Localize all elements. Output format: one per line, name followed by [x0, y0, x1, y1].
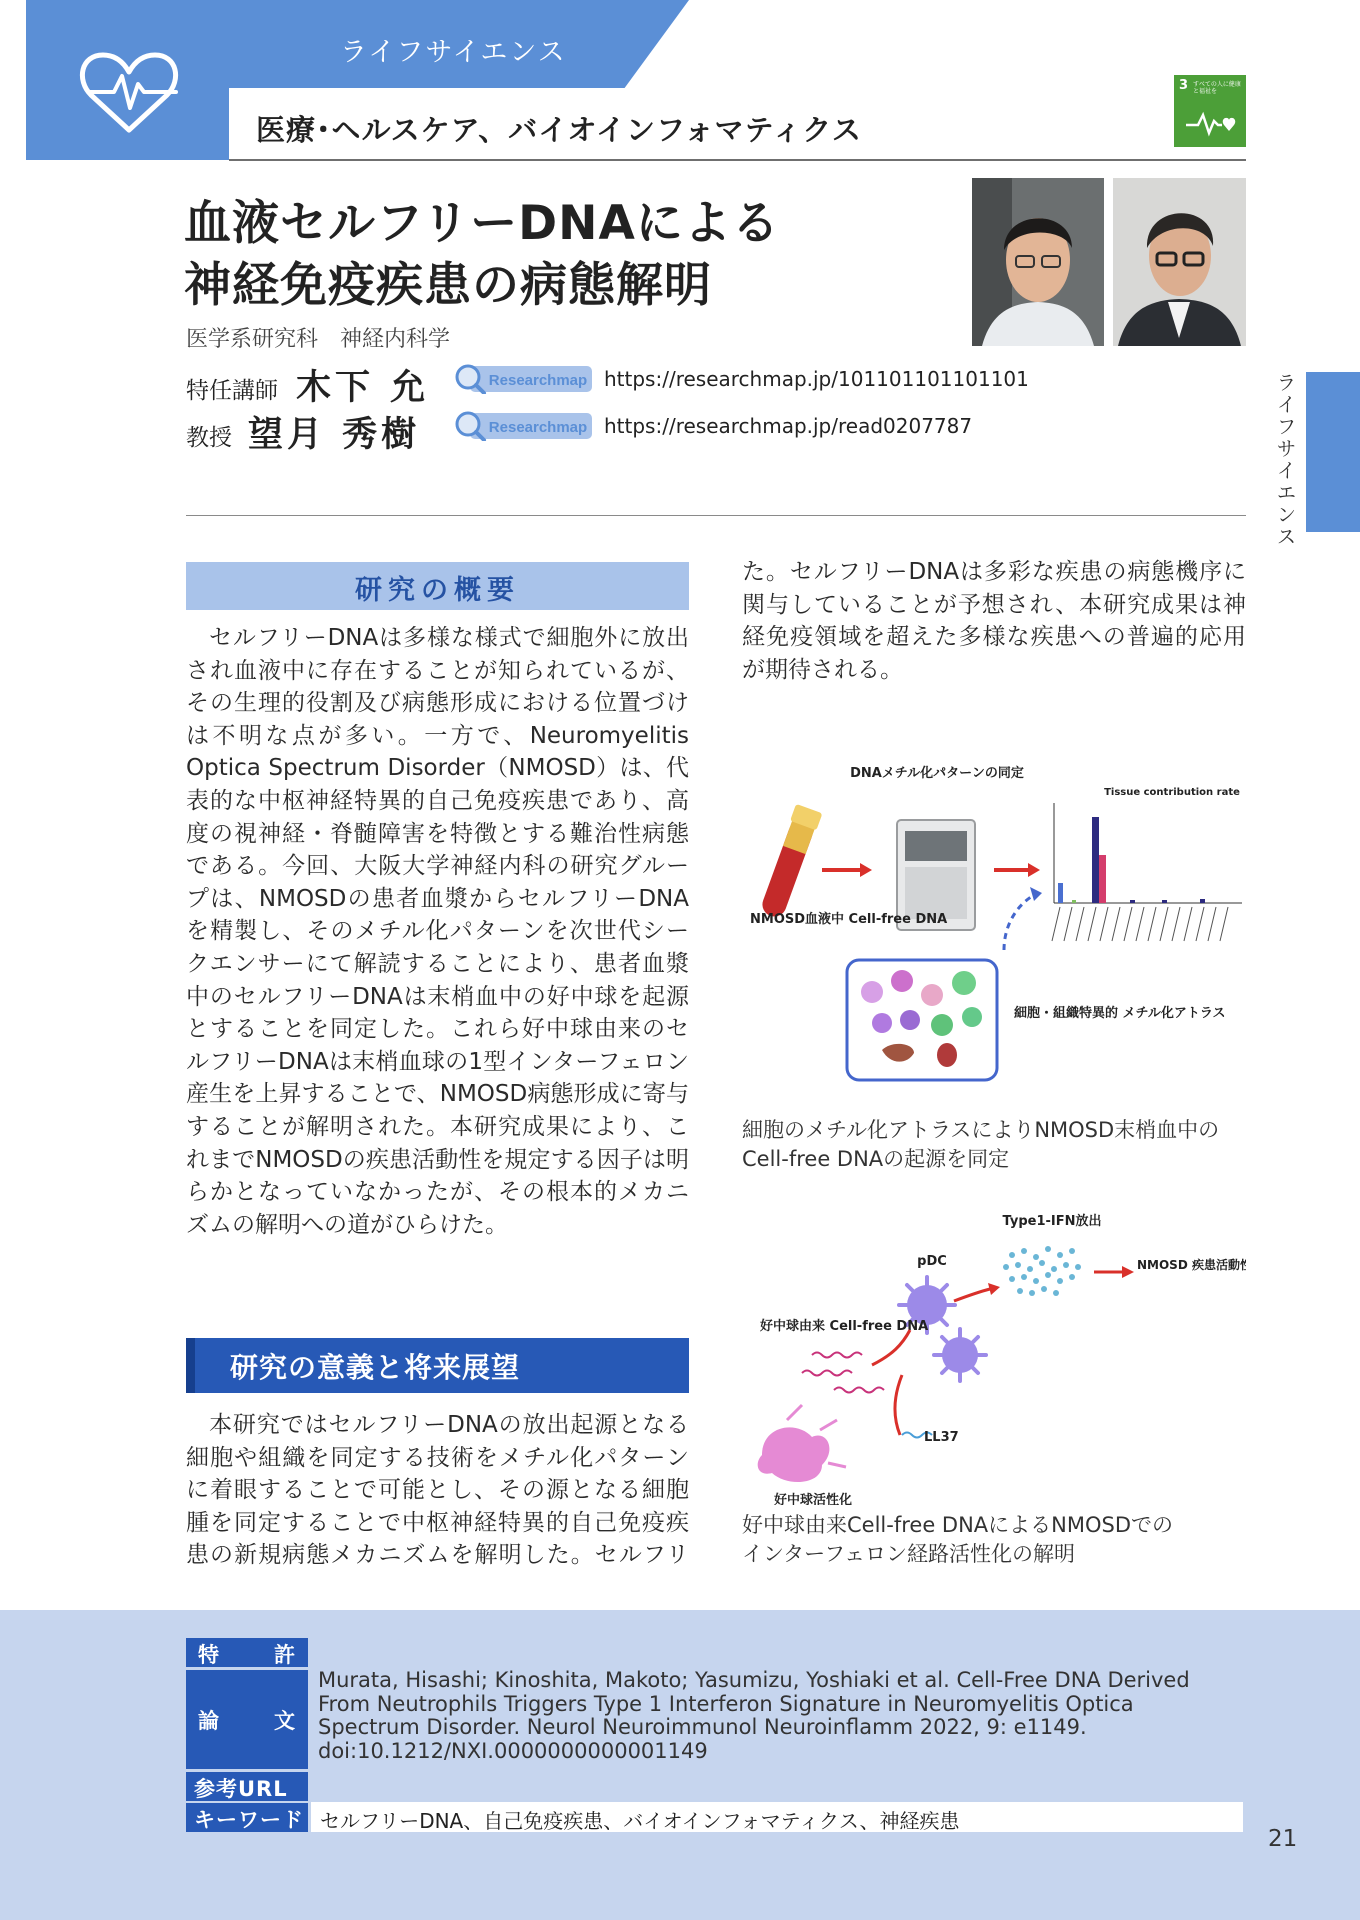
keywords: セルフリーDNA、自己免疫疾患、バイオインフォマティクス、神経疾患	[320, 1809, 960, 1833]
researchmap-badge	[452, 362, 594, 394]
label-patent	[186, 1638, 308, 1667]
author-role: 特任講師	[186, 378, 278, 404]
researchmap-link[interactable]	[452, 409, 594, 441]
author-name: 木下 允	[296, 368, 430, 408]
label-reference-url-text: 参考URL	[194, 1777, 288, 1801]
article-title-line2: 神経免疫疾患の病態解明	[184, 258, 712, 313]
label-paper	[186, 1670, 308, 1769]
section-title-overview: 研究の概要	[355, 575, 520, 606]
figure-2-neutrophil-label: 好中球活性化	[774, 1493, 853, 1505]
figure-1-chart-title: Tissue contribution rate	[1104, 787, 1240, 798]
figure-1-left-label: NMOSD血液中 Cell-free DNA	[750, 912, 948, 927]
section-header-stripe	[186, 1338, 195, 1393]
health-pulse-icon	[1184, 107, 1238, 137]
figure-2-caption-line2: インターフェロン経路活性化の解明	[742, 1542, 1076, 1566]
label-keywords	[186, 1803, 308, 1832]
researchmap-badge	[452, 409, 594, 441]
heart-pulse-icon	[26, 0, 229, 160]
paper-citation: Murata, Hisashi; Kinoshita, Makoto; Yasumizu, Yoshiaki et al. Cell-Free DNA Derived From Neutrophils Triggers Type 1 Interferon Signature in Neuromyelitis Optica Spectrum Disorder. Neurol Neuroimmunol Neuroinflamm 2022, 9: e1149. doi:10.1212/NXI.0000000000001149	[318, 1668, 1190, 1763]
author-photo	[1113, 178, 1246, 346]
significance-continuation: た。セルフリーDNAは多彩な疾患の病態機序に関与していることが予想され、本研究成果は神経免疫領域を超えた多様な疾患への普遍的応用が期待される。	[742, 559, 1246, 683]
figure-1-right-label: 細胞・組織特異的 メチル化アトラス	[1014, 1006, 1226, 1021]
significance-paragraph: 本研究ではセルフリーDNAの放出起源となる細胞や組織を同定する技術をメチル化パターンに着眼することで可能とし、その源となる細胞腫を同定することで中枢神経特異的自己免疫疾患の新規病態メカニズムを解明した。セルフリ	[186, 1412, 689, 1569]
researchmap-url[interactable]: https://researchmap.jp/read0207787	[604, 414, 973, 438]
section-title-significance: 研究の意義と将来展望	[230, 1351, 521, 1384]
label-reference-url	[186, 1772, 308, 1801]
figure-1-caption-line1: 細胞のメチル化アトラスによりNMOSD末梢血中の	[742, 1118, 1220, 1142]
side-tab-label: ライフサイエンス	[1273, 372, 1297, 548]
researchmap-badge-text: Researchmap	[488, 372, 588, 389]
figure-1-top-label: DNAメチル化パターンの同定	[850, 766, 1024, 781]
author-photo	[972, 178, 1104, 346]
page-number: 21	[1268, 1826, 1298, 1852]
header-category: ライフサイエンス	[340, 37, 567, 68]
author-role: 教授	[186, 425, 232, 451]
article-title-line1: 血液セルフリーDNAによる	[184, 196, 780, 251]
figure-1-diagram	[742, 755, 1246, 1095]
figure-methylation-atlas	[742, 755, 1246, 1095]
figure-1-caption-line2: Cell-free DNAの起源を同定	[742, 1147, 1010, 1171]
figure-2-pdc-label: pDC	[917, 1254, 947, 1269]
portrait-image	[972, 178, 1104, 346]
figure-2-cfdna-label: 好中球由来 Cell-free DNA	[760, 1319, 929, 1334]
sdg-text: すべての人に健康と福祉を	[1193, 81, 1241, 95]
figure-2-ifn-label: Type1-IFN放出	[1002, 1214, 1102, 1229]
header-icon-box	[26, 0, 229, 160]
side-tab	[1306, 372, 1360, 532]
figure-2-caption-line1: 好中球由来Cell-free DNAによるNMOSDでの	[742, 1513, 1174, 1537]
sdg-number: 3	[1179, 78, 1189, 93]
header-subtitle: 医療･ヘルスケア、バイオインフォマティクス	[256, 113, 862, 147]
label-patent-text: 特 許	[198, 1643, 296, 1667]
header-rule	[229, 159, 1246, 161]
author-name: 望月 秀樹	[248, 415, 421, 455]
portrait-image	[1113, 178, 1246, 346]
figure-interferon-pathway	[742, 1205, 1246, 1505]
researchmap-url[interactable]: https://researchmap.jp/101101101101101	[604, 367, 1029, 391]
figure-2-nmosd-label: NMOSD 疾患活動性	[1137, 1258, 1246, 1272]
section-rule	[186, 515, 1246, 516]
label-paper-text: 論 文	[198, 1709, 296, 1733]
label-keywords-text: キーワード	[194, 1808, 304, 1832]
department: 医学系研究科 神経内科学	[186, 327, 451, 352]
researchmap-link[interactable]	[452, 362, 594, 394]
overview-paragraph: セルフリーDNAは多様な様式で細胞外に放出され血液中に存在することが知られているが、その生理的役割及び病態形成における位置づけは不明な点が多い。一方で、Neuromyelitis Optica Spectrum Disorder（NMOSD）は、代表的な中枢神経特異的自己免疫疾患であり、高度の視神経・脊髄障害を特徴とする難治性病態である。今回、大阪大学神経内科の研究グループは、NMOSDの患者血漿からセルフリーDNAを精製し、そのメチル化パターンを次世代シークエンサーにて解読することにより、患者血漿中のセルフリーDNAは末梢血中の好中球を起源とすることを同定した。これら好中球由来のセルフリーDNAは末梢血球の1型インターフェロン産生を上昇することで、NMOSD病態形成に寄与することが解明された。本研究成果により、これまでNMOSDの疾患活動性を規定する因子は明らかとなっていなかったが、その根本的メカニズムの解明への道がひらけた。	[186, 625, 689, 1238]
sdg-badge	[1174, 75, 1246, 147]
figure-2-diagram	[742, 1205, 1246, 1505]
researchmap-badge-text: Researchmap	[488, 419, 588, 436]
figure-2-ll37-label: LL37	[924, 1430, 959, 1445]
